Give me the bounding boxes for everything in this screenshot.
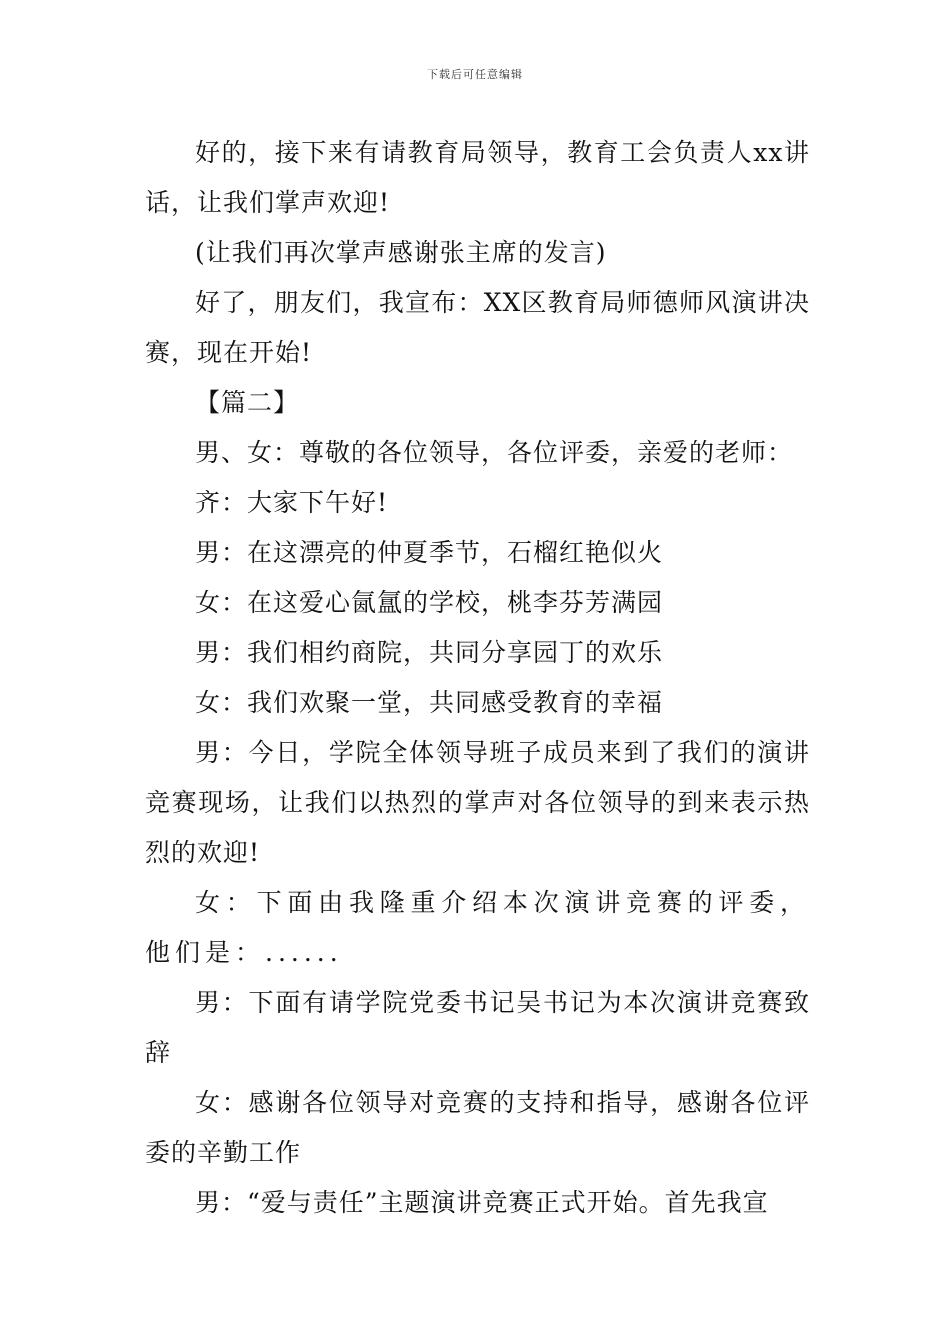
paragraph-6: 齐：大家下午好! xyxy=(195,488,389,517)
paragraph-14: 女：感谢各位领导对竞赛的支持和指导，感谢各位评委的辛勤工作 xyxy=(145,1088,810,1167)
page-header-note: 下载后可任意编辑 xyxy=(427,68,523,81)
paragraph-11: 男：今日，学院全体领导班子成员来到了我们的演讲竞赛现场，让我们以热烈的掌声对各位领导的到来表示热烈的欢迎! xyxy=(145,738,810,867)
paragraph-12: 女：下面由我隆重介绍本次演讲竞赛的评委，他们是：...... xyxy=(145,888,810,967)
section-heading: 【篇二】 xyxy=(195,388,300,417)
paragraph-2: (让我们再次掌声感谢张主席的发言) xyxy=(195,238,607,267)
paragraph-8: 女：在这爱心氤氲的学校，桃李芬芳满园 xyxy=(195,588,664,617)
paragraph-13: 男：下面有请学院党委书记吴书记为本次演讲竞赛致辞 xyxy=(145,988,810,1067)
paragraph-7: 男：在这漂亮的仲夏季节，石榴红艳似火 xyxy=(195,538,664,567)
paragraph-3: 好了，朋友们，我宣布：XX区教育局师德师风演讲决赛，现在开始! xyxy=(145,288,810,367)
paragraph-10: 女：我们欢聚一堂，共同感受教育的幸福 xyxy=(195,688,664,717)
paragraph-5: 男、女：尊敬的各位领导，各位评委，亲爱的老师： xyxy=(195,438,794,467)
document-body xyxy=(145,128,810,1228)
paragraph-15: 男：“爱与责任”主题演讲竞赛正式开始。首先我宣 xyxy=(195,1188,769,1217)
paragraph-1: 好的，接下来有请教育局领导，教育工会负责人xx讲话，让我们掌声欢迎! xyxy=(145,138,810,217)
paragraph-9: 男：我们相约商院，共同分享园丁的欢乐 xyxy=(195,638,664,667)
